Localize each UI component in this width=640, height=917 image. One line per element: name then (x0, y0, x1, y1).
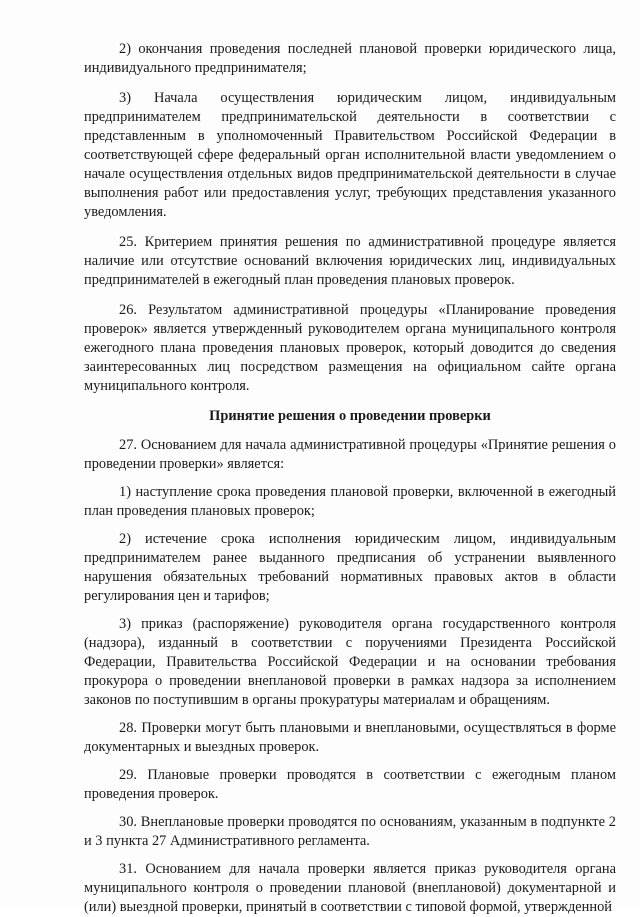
paragraph-27-item-3: 3) приказ (распоряжение) руководителя органа государственного контроля (надзора), изданный в соответствии с поручениями Президента Российской Федерации, Правительства Российской Федерации и на основании требования прокурора о проведении внеплановой проверки в рамках надзора за исполнением законов по поступившим в органы прокуратуры материалам и обращениям. (84, 616, 616, 708)
paragraph-31-inspection-basis: 31. Основанием для начала проверки является приказ руководителя органа муниципального контроля о проведении плановой (внеплановой) документарной и (или) выездной проверки, принятый в соответствии с типовой формой, утвержденной (84, 861, 616, 915)
paragraph-26-procedure-result: 26. Результатом административной процедуры «Планирование проведения проверок» является утвержденный руководителем органа муниципального контроля ежегодного плана проведения плановых проверок, который доводится до сведения заинтересованных лиц посредством размещения на официальном сайте органа муниципального контроля. (84, 302, 616, 394)
paragraph-25-decision-criterion: 25. Критерием принятия решения по административной процедуре является наличие или отсутствие оснований включения юридических лиц, индивидуальных предпринимателей в ежегодный план проведения плановых проверок. (84, 234, 616, 288)
paragraph-item-2-end-of-last-inspection: 2) окончания проведения последней плановой проверки юридического лица, индивидуального предпринимателя; (84, 41, 616, 76)
paragraph-27-item-1: 1) наступление срока проведения плановой проверки, включенной в ежегодный план проведения плановых проверок; (84, 484, 616, 519)
paragraph-28-inspection-types: 28. Проверки могут быть плановыми и внеплановыми, осуществляться в форме документарных и выездных проверок. (84, 720, 616, 755)
paragraph-29-scheduled-inspections: 29. Плановые проверки проводятся в соответствии с ежегодным планом проведения проверок. (84, 767, 616, 802)
paragraph-30-unscheduled-inspections: 30. Внеплановые проверки проводятся по основаниям, указанным в подпункте 2 и 3 пункта 27 Административного регламента. (84, 814, 616, 849)
paragraph-27-item-2: 2) истечение срока исполнения юридическим лицом, индивидуальным предпринимателем ранее выданного предписания об устранении выявленного нарушения обязательных требований нормативных правовых актов в области регулирования цен и тарифов; (84, 531, 616, 604)
paragraph-item-3-start-of-business: 3) Начала осуществления юридическим лицом, индивидуальным предпринимателем предпринимательской деятельности в соответствии с представленным в уполномоченный Правительством Российской Федерации в соответствующей сфере федеральный орган исполнительной власти уведомлением о начале осуществления отдельных видов предпринимательской деятельности в случае выполнения работ или предоставления услуг, требующих представления указанного уведомления. (84, 90, 616, 220)
paragraph-27-grounds: 27. Основанием для начала административной процедуры «Принятие решения о проведении проверки» является: (84, 437, 616, 472)
section-heading: Принятие решения о проведении проверки (209, 408, 491, 424)
